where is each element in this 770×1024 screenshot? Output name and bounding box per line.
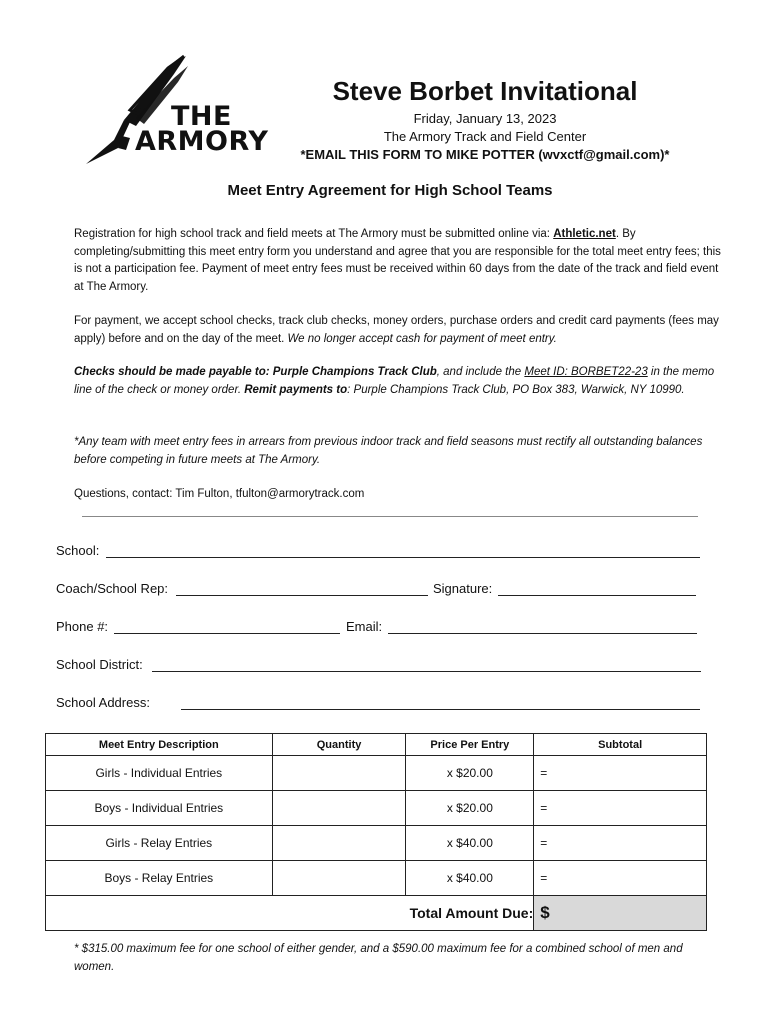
- col-header-quantity: Quantity: [272, 734, 406, 756]
- total-label: Total Amount Due:: [46, 896, 534, 931]
- entry-price: x $20.00: [406, 756, 534, 791]
- payment-text: For payment, we accept school checks, track club checks, money orders, purchase orders and credit card payments (fees may apply) before and on the day of the meet.: [74, 315, 719, 345]
- logo-wordmark: [135, 101, 269, 157]
- registration-text: Registration for high school track and field meets at The Armory must be submitted online via:: [74, 228, 554, 240]
- address-label: School Address:: [56, 695, 150, 710]
- school-input-line[interactable]: [106, 557, 700, 558]
- entry-price: x $20.00: [406, 791, 534, 826]
- quantity-cell[interactable]: [272, 756, 406, 791]
- district-input-line[interactable]: [152, 671, 701, 672]
- table-row: [46, 861, 707, 896]
- checks-payable-text: Checks should be made payable to: Purple Champions Track Club: [74, 366, 437, 378]
- entry-description: Girls - Relay Entries: [46, 826, 273, 861]
- checks-text: , and include the: [436, 366, 525, 378]
- payment-paragraph: [74, 313, 722, 348]
- col-header-price: Price Per Entry: [406, 734, 534, 756]
- table-row: [46, 756, 707, 791]
- logo-line-2: ARMORY: [135, 126, 269, 157]
- entry-price: x $40.00: [406, 861, 534, 896]
- agreement-heading: Meet Entry Agreement for High School Teams: [227, 182, 553, 199]
- table-header-row: [46, 734, 707, 756]
- event-venue: The Armory Track and Field Center: [383, 129, 587, 144]
- school-label: School:: [56, 543, 100, 558]
- registration-paragraph: [74, 226, 722, 296]
- remit-address: : Purple Champions Track Club, PO Box 383, Warwick, NY 10990.: [347, 383, 685, 396]
- email-instruction: *EMAIL THIS FORM TO MIKE POTTER (wvxctf@gmail.com)*: [300, 147, 670, 162]
- entry-description: Boys - Individual Entries: [46, 791, 273, 826]
- phone-label: Phone #:: [56, 619, 109, 634]
- remit-label: Remit payments to: [244, 383, 348, 396]
- email-input-line[interactable]: [388, 633, 697, 634]
- quantity-cell[interactable]: [272, 826, 406, 861]
- subtotal-cell[interactable]: =: [534, 791, 707, 826]
- signature-input-line[interactable]: [498, 595, 696, 596]
- no-cash-note: We no longer accept cash for payment of meet entry.: [287, 332, 557, 345]
- athletic-net-link[interactable]: Athletic.net: [553, 228, 616, 240]
- arrears-paragraph: *Any team with meet entry fees in arrears from previous indoor track and field seasons must rectify all outstanding balances before competing in future meets at The Armory.: [74, 436, 703, 466]
- meet-entry-table: [45, 733, 707, 931]
- table-row: [46, 826, 707, 861]
- phone-input-line[interactable]: [114, 633, 340, 634]
- logo-line-1: THE: [171, 101, 232, 132]
- entry-price: x $40.00: [406, 826, 534, 861]
- checks-memo-text: in the memo line of the check or money order.: [74, 366, 715, 396]
- address-input-line[interactable]: [181, 709, 700, 710]
- signature-label: Signature:: [433, 581, 493, 596]
- subtotal-cell[interactable]: =: [534, 756, 707, 791]
- meet-id: Meet ID: BORBET22-23: [524, 366, 648, 378]
- col-header-subtotal: Subtotal: [534, 734, 707, 756]
- district-label: School District:: [56, 657, 143, 672]
- total-row: [46, 896, 707, 931]
- subtotal-cell[interactable]: =: [534, 826, 707, 861]
- coach-input-line[interactable]: [176, 595, 428, 596]
- questions-contact: Questions, contact: Tim Fulton, tfulton@armorytrack.com: [74, 488, 365, 500]
- entry-description: Girls - Individual Entries: [46, 756, 273, 791]
- quantity-cell[interactable]: [272, 791, 406, 826]
- event-date: Friday, January 13, 2023: [413, 111, 557, 126]
- subtotal-cell[interactable]: =: [534, 861, 707, 896]
- total-amount-cell[interactable]: $: [534, 896, 707, 931]
- section-divider: [82, 516, 698, 517]
- table-row: [46, 791, 707, 826]
- email-label: Email:: [346, 619, 383, 634]
- footnote: * $315.00 maximum fee for one school of either gender, and a $590.00 maximum fee for a combined school of men and women.: [74, 943, 683, 973]
- col-header-description: Meet Entry Description: [46, 734, 273, 756]
- checks-paragraph: [74, 364, 722, 399]
- page-title: Steve Borbet Invitational: [332, 76, 638, 106]
- registration-text-cont: . By completing/submitting this meet entry form you understand and agree that you are responsible for the total meet entry fees; this is not a participation fee. Payment of meet entry fees must be received within 60 days from the date of the track and field event at The Armory.: [74, 228, 721, 293]
- coach-label: Coach/School Rep:: [56, 581, 169, 596]
- quantity-cell[interactable]: [272, 861, 406, 896]
- entry-description: Boys - Relay Entries: [46, 861, 273, 896]
